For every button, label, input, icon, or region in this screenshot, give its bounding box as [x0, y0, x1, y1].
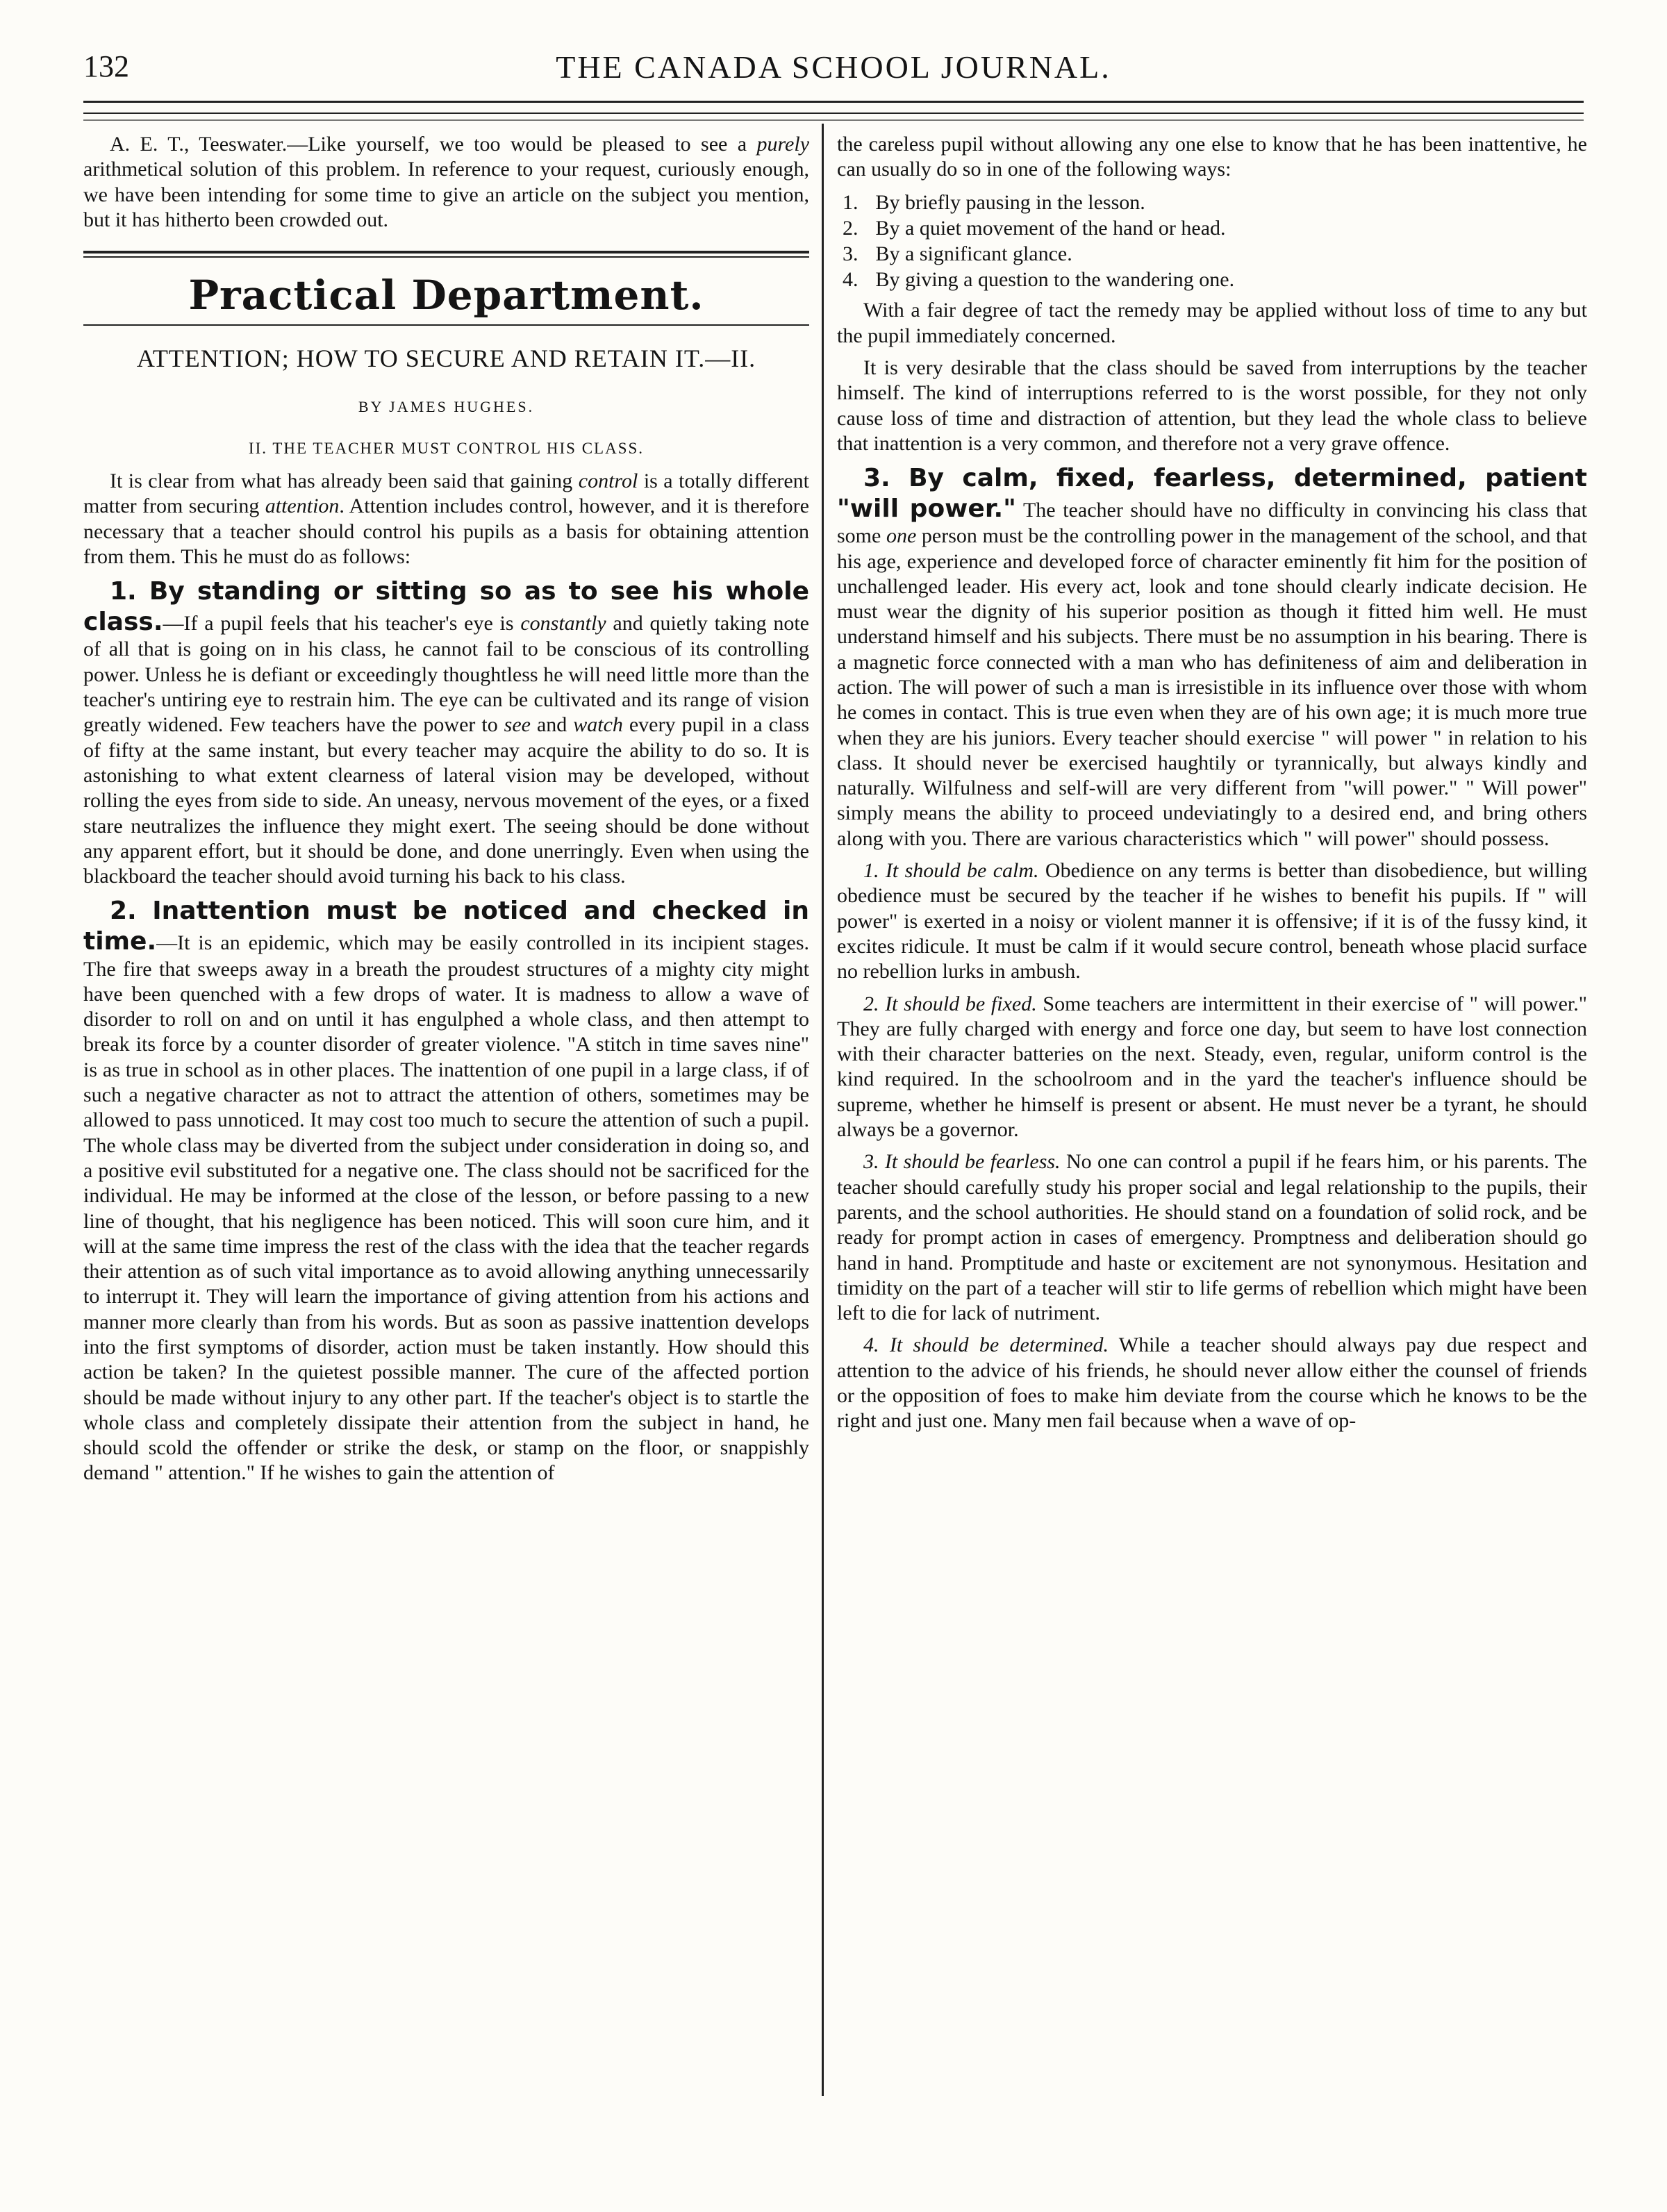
fearless-heading: 3. It should be fearless.: [863, 1150, 1061, 1174]
column-divider: [822, 124, 824, 2096]
section-heading: II. THE TEACHER MUST CONTROL HIS CLASS.: [248, 440, 645, 458]
section-rule: [83, 251, 809, 253]
department-title: Practical Department.: [188, 272, 704, 319]
section-rule: [83, 256, 809, 258]
ways-list: [837, 190, 1587, 293]
point-3-heading: 3. By calm, fixed, fearless, determined, patient "will power.": [837, 464, 1587, 523]
header-rule: [83, 119, 1584, 121]
article-byline: BY JAMES HUGHES.: [358, 398, 535, 416]
point-1-heading: 1. By standing or sitting so as to see his whole class.: [83, 577, 809, 636]
list-item: 1. By briefly pausing in the lesson.: [843, 190, 1145, 214]
article-title: ATTENTION; HOW TO SECURE AND RETAIN IT.—II.: [136, 344, 756, 373]
page-number: 132: [83, 49, 129, 83]
determined-paragraph: 4. It should be determined. While a teacher should always pay due respect and attention to the advice of his friends, he should never allow either the counsel of friends or the opposition of foes to make him deviate from the course which he knows to be the right and just one. Many men fail because when a wave of op-: [837, 1333, 1587, 1433]
interruption-paragraph: It is very desirable that the class should be saved from interruptions by the teacher himself. The kind of interruptions referred to is the worst possible, for they not only cause loss of time and distraction of attention, but they lead the whole class to believe that inattention is a very common, and therefore not a very grave offence.: [837, 356, 1587, 455]
running-head: [83, 49, 1584, 90]
list-item: 4. By giving a question to the wandering one.: [843, 268, 1235, 292]
fixed-heading: 2. It should be fixed.: [863, 992, 1037, 1015]
list-item: 3. By a significant glance.: [843, 242, 1072, 265]
section-rule: [83, 324, 809, 326]
determined-heading: 4. It should be determined.: [863, 1333, 1109, 1357]
right-column: [837, 132, 1587, 1441]
correspondent-name: A. E. T., Teeswater.: [110, 133, 288, 156]
header-rule: [83, 113, 1584, 114]
header-rule: [83, 101, 1584, 103]
left-column: [83, 132, 809, 1493]
continued-paragraph: the careless pupil without allowing any one else to know that he has been inattentive, he can usually do so in one of the following ways:: [837, 133, 1587, 181]
calm-paragraph: 1. It should be calm. Obedience on any terms is better than disobedience, but willing obedience must be secured by the teacher if he wishes to benefit his pupils. If " will power" is exerted in a noisy or violent manner it is offensive; if it is of the fussy kind, it excites ridicule. It must be calm if it would secure control, beneath whose placid surface no rebellion lurks in ambush.: [837, 859, 1588, 983]
point-2-heading: 2. Inattention must be noticed and checked in time.: [83, 897, 809, 956]
fearless-paragraph: 3. It should be fearless. No one can control a pupil if he fears him, or his parents. The teacher should carefully study his proper social and legal relationship to the pupils, their parents, and the school authorities. He should stand on a foundation of solid rock, and be ready for prompt action in cases of emergency. Promptness and deliberation should go hand in hand. Promptitude and haste or excitement are not synonymous. Hesitation and timidity on the part of a teacher will stir to life germs of rebellion which might have been left to die for lack of nutriment.: [837, 1150, 1587, 1325]
intro-paragraph: It is clear from what has already been said that gaining control is a totally different matter from securing attention. Attention includes control, however, and it is therefore necessary that a teacher should control his pupils as a basis for obtaining attention from them. This he must do as follows:: [83, 469, 809, 569]
calm-heading: 1. It should be calm.: [863, 859, 1039, 883]
fixed-paragraph: 2. It should be fixed. Some teachers are intermittent in their exercise of " will power." They are fully charged with energy and force one day, but seem to have lost connection with their character batteries on the next. Steady, even, regular, uniform control is the kind required. In the schoolroom and in the yard the teacher's influence should be supreme, whether he himself is present or absent. He must never be a tyrant, he should always be a governor.: [837, 992, 1587, 1142]
journal-title: THE CANADA SCHOOL JOURNAL.: [556, 49, 1111, 85]
tact-paragraph: With a fair degree of tact the remedy may be applied without loss of time to any but the pupil immediately concerned.: [837, 299, 1587, 347]
point-3-paragraph: 3. By calm, fixed, fearless, determined, patient "will power." The teacher should have no difficulty in convincing his class that some one person must be the controlling power in the management of the school, and that his age, experience and developed force of character eminently fit him for the position of unchallenged leader. His every act, look and tone should clearly indicate decision. He must wear the dignity of his superior position as though it fitted him well. He must understand himself and his subjects. There must be no assumption in his bearing. There is a magnetic force connected with a man who has definiteness of aim and deliberation in action. The will power of such a man is irresistible in its influence over those with whom he comes in contact. This is true even when they are of his own age; it is much more true when they are his juniors. Every teacher should exercise " will power " in relation to his class. It should never be exercised haughtily or tyrannically, but always kindly and naturally. Wilfulness and self-will are very different from "will power." " Will power" simply means the ability to proceed undeviatingly to a desired end, and bring others along with you. There are various characteristics which " will power" should possess.: [837, 464, 1587, 850]
correspondence-note: A. E. T., Teeswater.—Like yourself, we too would be pleased to see a purely arithmetical solution of this problem. In reference to your request, curiously enough, we have been intending for some time to give an article on the subject you mention, but it has hitherto been crowded out.: [83, 133, 810, 231]
point-1-paragraph: 1. By standing or sitting so as to see his whole class.—If a pupil feels that his teacher's eye is constantly and quietly taking note of all that is going on in his class, he cannot fail to be conscious of its controlling power. Unless he is defiant or exceedingly thoughtless he will need little more than the teacher's untiring eye to restrain him. The eye can be cultivated and its range of vision greatly widened. Few teachers have the power to see and watch every pupil in a class of fifty at the same instant, but every teacher may acquire the ability to do so. It is astonishing to what extent clearness of lateral vision may be developed, without rolling the eyes from side to side. An uneasy, nervous movement of the eyes, or a fixed stare neutralizes the influence they might exert. The seeing should be done without any apparent effort, but it should be done, and done unerringly. Even when using the blackboard the teacher should avoid turning his back to his class.: [83, 577, 809, 888]
list-item: 2. By a quiet movement of the hand or head.: [843, 216, 1226, 240]
point-2-paragraph: 2. Inattention must be noticed and checked in time.—It is an epidemic, which may be easily controlled in its incipient stages. The fire that sweeps away in a breath the proudest structures of a mighty city might have been quenched with a few drops of water. It is madness to allow a wave of disorder to roll on and on until it has engulphed a whole class, and then attempt to break its force by a counter disorder of greater violence. "A stitch in time saves nine" is as true in school as in other places. The inattention of one pupil in a large class, if of such a negative character as not to attract the attention of others, sometimes may be allowed to pass unnoticed. It may cost too much to secure the attention of such a pupil. The whole class may be diverted from the subject under consideration in doing so, and a positive evil substituted for a negative one. The class should not be sacrificed for the individual. He may be informed at the close of the lesson, or before passing to a new line of thought, that his negligence has been noticed. This will soon cure him, and it will at the same time impress the rest of the class with the idea that the teacher regards their attention as of such vital importance as to avoid allowing anything unnecessarily to interrupt it. They will learn the importance of giving attention from his actions and manner more clearly than from his words. But as soon as passive inattention develops into the first symptoms of disorder, action must be taken instantly. How should this action be taken? In the quietest possible manner. The cure of the affected portion should be made without injury to any other part. If the teacher's object is to startle the whole class and completely dissipate their attention from the subject in hand, he should scold the offender or strike the desk, or stamp on the floor, or snappishly demand " attention." If he wishes to gain the attention of: [83, 897, 809, 1485]
